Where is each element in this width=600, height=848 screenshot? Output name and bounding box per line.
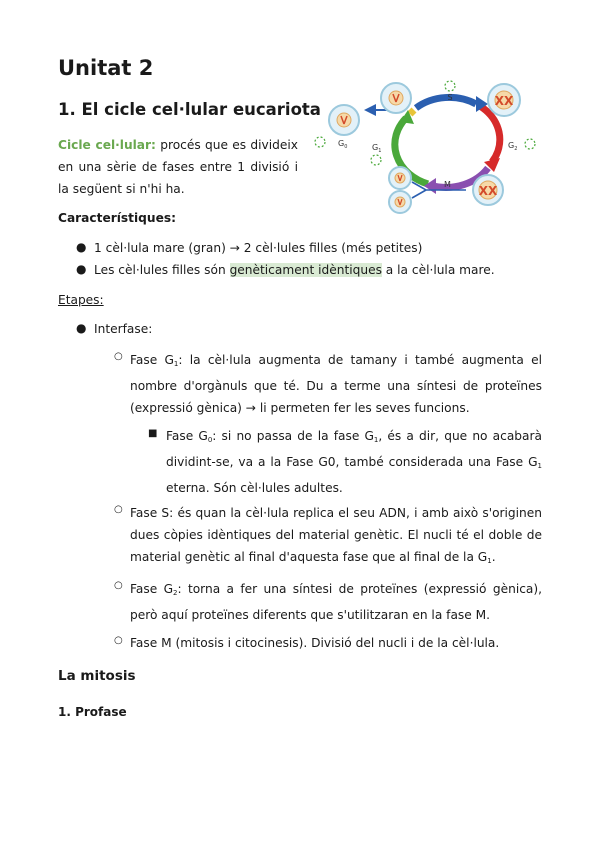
cell-bottom-left-b <box>389 191 411 213</box>
small-circle-s <box>445 81 455 91</box>
label-g1: $G_1$ <box>372 143 382 154</box>
cell-bottom-right <box>473 175 503 205</box>
stage-g1: Fase $G_1$: la cèl·lula augmenta de tamany i també augmenta el nombre d'orgànuls que té. Du a terme una síntesi de proteïnes (expressió gènica) → li permeten fer les seves funcions. <box>130 353 542 415</box>
stage-g2: Fase $G_2$: torna a fer una síntesi de proteïnes (expressió gènica), però aquí proteïnes diferents que s'utilitzaran en la fase M. <box>130 582 543 622</box>
characteristics-item-1: 1 cèl·lula mare (gran) → 2 cèl·lules filles (més petites) <box>94 241 423 255</box>
bullet-circle: ○ <box>114 635 123 646</box>
mitosis-heading: La mitosis <box>58 668 136 684</box>
label-s: S <box>447 93 453 102</box>
svg-text:XX: XX <box>478 184 498 198</box>
characteristics-heading: Característiques: <box>58 211 176 225</box>
page-title: Unitat 2 <box>58 56 154 80</box>
svg-text:XX: XX <box>494 94 514 108</box>
label-g0: $G_0$ <box>338 139 348 150</box>
characteristics-item-2: Les cèl·lules filles són genèticament idèntiques a la cèl·lula mare. <box>94 263 495 277</box>
bullet-dot: ● <box>76 240 87 254</box>
intro-text: procés que es divideix en una sèrie de fases entre 1 divisió i la següent si n'hi ha. <box>58 138 298 196</box>
cell-cycle-figure <box>308 74 554 224</box>
bullet-circle: ○ <box>114 351 123 362</box>
stages-heading: Etapes: <box>58 293 104 307</box>
cell-left-large <box>329 105 359 135</box>
stage-m: Fase M (mitosis i citocinesis). Divisió del nucli i de la cèl·lula. <box>130 636 500 650</box>
cell-top-left <box>381 83 411 113</box>
bullet-square: ■ <box>148 428 158 439</box>
bullet-circle: ○ <box>114 504 123 515</box>
intro-paragraph <box>58 134 298 200</box>
bullet-circle: ○ <box>114 580 123 591</box>
arc-s-blue <box>416 97 476 108</box>
prophase-heading: 1. Profase <box>58 705 127 719</box>
highlight-identical: genèticament idèntiques <box>229 263 382 277</box>
bullet-dot: ● <box>76 321 87 335</box>
label-m: M <box>444 180 451 189</box>
small-circle-left <box>315 137 325 147</box>
intro-term: Cicle cel·lular: <box>58 138 156 152</box>
cell-top-right <box>488 84 520 116</box>
stage-g0: Fase $G_0$: si no passa de la fase $G_1$, és a dir, que no acabarà dividint-se, va a la Fase G0, també considerada una Fase $G_1$ eterna. Són cèl·lules adultes. <box>166 429 542 495</box>
bullet-dot: ● <box>76 262 87 276</box>
stage-s: Fase S: és quan la cèl·lula replica el seu ADN, i amb això s'originen dues còpies idèntiques del material genètic. El nucli té el doble de material genètic al final d'aquesta fase que al final de la $G_1$. <box>130 506 542 565</box>
small-circle-g0 <box>371 155 381 165</box>
small-circle-g2 <box>525 139 535 149</box>
arc-yellow <box>410 110 414 114</box>
cell-bottom-left-a <box>389 167 411 189</box>
label-g2: $G_2$ <box>508 141 518 152</box>
section-heading: 1. El cicle cel·lular eucariota <box>58 100 321 119</box>
interphase-label: Interfase: <box>94 322 153 336</box>
